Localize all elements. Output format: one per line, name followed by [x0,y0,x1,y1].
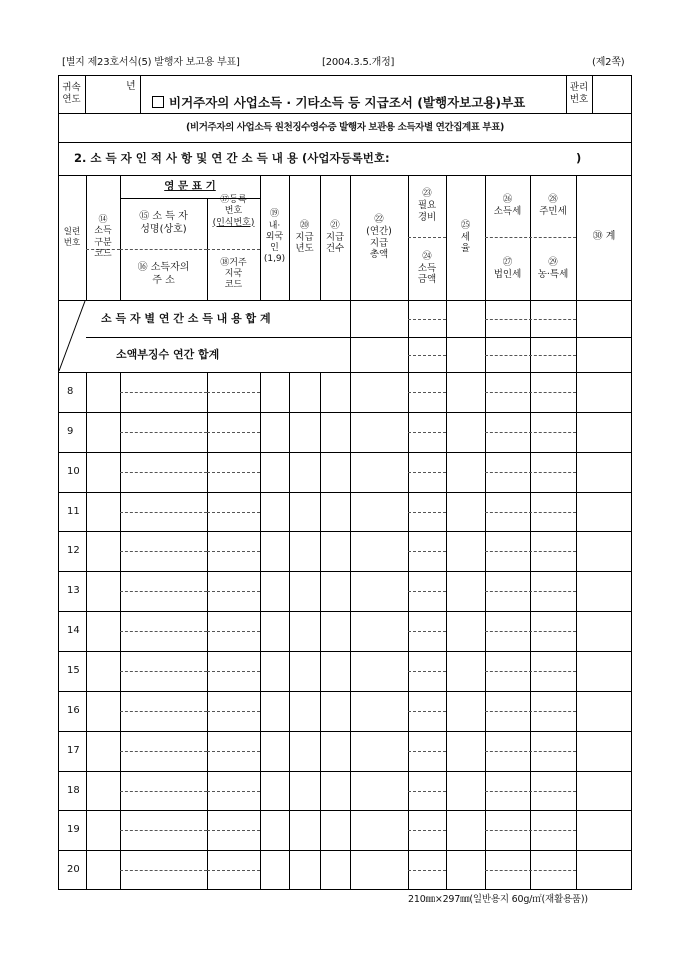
col-rural-special-tax: ㉙ 농·특세 [537,256,569,280]
col-income-code: ⑭ 소득 구분 코드 [94,215,112,259]
col-recipient-name: ⑮ 소 득 자 성명(상호) [139,211,188,235]
form-title: 비거주자의 사업소득 · 기타소득 등 지급조서 (발행자보고용)부표 [152,96,525,110]
small-amount-row-label: 소액부징수 연간 합계 [116,348,220,361]
col-payment-count: ㉑ 지급 건수 [325,219,345,255]
row-number: 12 [67,545,80,557]
year-label: 귀속 연도 [62,82,81,105]
row-number: 10 [67,465,80,477]
col-income-amount: ㉔ 소득 금액 [417,250,437,286]
col-tax-rate: ㉕ 세 율 [460,219,471,255]
col-necessary-expenses: ㉓ 필요 경비 [417,188,437,223]
form-reference: [별지 제23호서식(5) 발행자 보고용 부표] [62,57,240,68]
diagonal-slash [58,300,86,372]
row-number: 14 [67,625,80,637]
col-recipient-address: ⑯ 소득자의 주 소 [137,262,190,286]
row-number: 17 [67,744,80,756]
col-registration-number: ⑰등록 번호 (인식번호) [212,195,255,228]
row-number: 18 [67,784,80,796]
col-english-group: 영 문 표 기 [164,179,216,192]
col-corporate-tax: ㉗ 법인세 [493,256,522,280]
row-number: 15 [67,664,80,676]
row-number: 20 [67,864,80,876]
revision-date: [2004.3.5.개정] [322,57,395,68]
year-unit: 년 [126,81,136,92]
col-serial-number: 일련 번호 [63,226,81,248]
form-subtitle: (비거주자의 사업소득 원천징수영수증 발행자 보관용 소득자별 연간집계표 부표) [186,122,504,133]
section-heading: 2. 소 득 자 인 적 사 항 및 연 간 소 득 내 용 (사업자등록번호: [74,151,390,165]
row-number: 13 [67,585,80,597]
col-domestic-foreign: ⑲ 내· 외국 인 (1,9) [263,209,286,265]
management-number-label: 관리 번호 [569,82,589,105]
title-checkbox[interactable] [152,96,164,108]
col-annual-total-paid: ㉒ (연간) 지급 총액 [366,213,392,261]
col-resident-tax: ㉘ 주민세 [539,194,567,217]
row-number: 16 [67,704,80,716]
annual-total-row-label: 소 득 자 별 연 간 소 득 내 용 합 계 [101,312,271,325]
row-number: 9 [67,425,74,437]
section-heading-close: ) [576,151,582,165]
col-total: ㉚ 계 [592,231,616,243]
col-payment-year: ⑳ 지급 년도 [295,219,314,255]
page-number: (제2쪽) [592,57,625,68]
row-number: 11 [67,505,80,517]
col-income-tax: ㉖ 소득세 [493,194,522,217]
row-number: 8 [67,385,74,397]
row-number: 19 [67,824,80,836]
col-residence-country-code: ⑱거주 지국 코드 [220,257,247,291]
paper-spec-footer: 210㎜×297㎜(일반용지 60g/㎡(재활용품)) [408,894,588,905]
